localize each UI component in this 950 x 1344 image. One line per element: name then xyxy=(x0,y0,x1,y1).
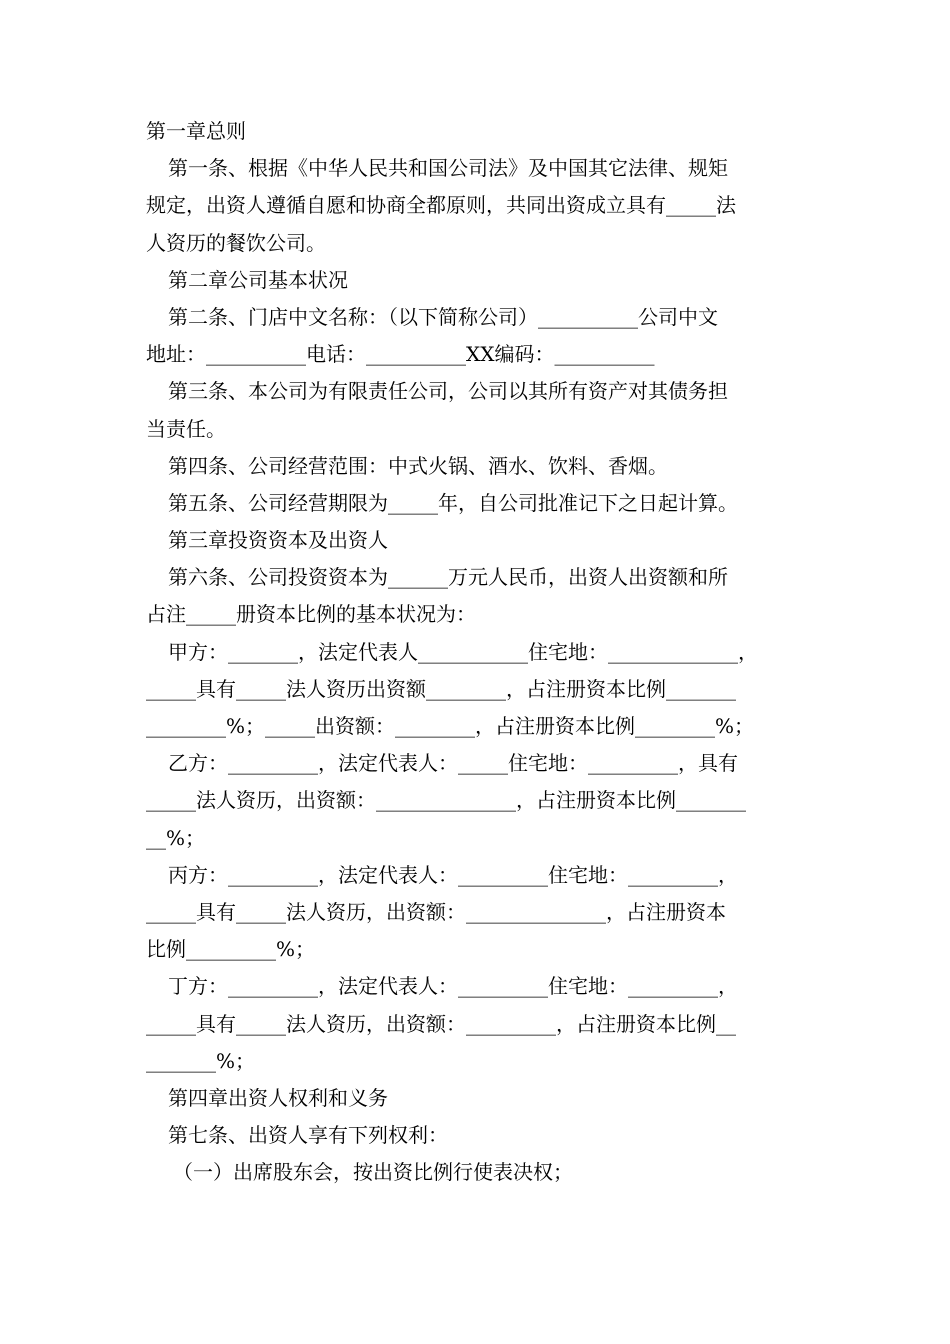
party-b-line-1: 乙方：_________，法定代表人：_____住宅地：_________，具有 xyxy=(168,751,738,776)
article-1-line-2: 规定，出资人遵循自愿和协商全都原则，共同出资成立具有_____法 xyxy=(146,193,736,218)
article-7-item-1: （一）出席股东会，按出资比例行使表决权； xyxy=(173,1160,573,1185)
party-c-line-3: 比例_________%； xyxy=(146,937,316,962)
article-6-line-2: 占注_____册资本比例的基本状况为： xyxy=(146,602,476,627)
party-a-line-1: 甲方：_______，法定代表人___________住宅地：_____________， xyxy=(168,639,758,664)
party-d-line-3: _______%； xyxy=(146,1048,256,1073)
party-b-line-2: _____法人资历，出资额：______________，占注册资本比例_______ xyxy=(146,788,746,813)
party-d-line-1: 丁方：_________，法定代表人：_________住宅地：_________， xyxy=(168,974,738,999)
party-b-line-3: __%； xyxy=(146,825,206,850)
party-d-line-2: _____具有_____法人资历，出资额：_________，占注册资本比例__ xyxy=(146,1011,736,1036)
article-2-line-1: 第二条、门店中文名称：（以下简称公司）__________公司中文 xyxy=(168,304,718,329)
chapter-3-heading: 第三章投资资本及出资人 xyxy=(168,528,388,553)
party-a-line-2: _____具有_____法人资历出资额________，占注册资本比例_______ xyxy=(146,676,736,701)
party-a-line-3: ________%；_____出资额：________，占注册资本比例________%； xyxy=(146,714,755,738)
article-2-line-2: 地址：__________电话：__________XX编码：__________ xyxy=(146,342,655,367)
chapter-1-heading: 第一章总则 xyxy=(146,119,246,143)
article-3-line-1: 第三条、本公司为有限责任公司，公司以其所有资产对其债务担 xyxy=(168,379,728,404)
chapter-4-heading: 第四章出资人权利和义务 xyxy=(168,1085,388,1110)
document-page xyxy=(146,113,812,1191)
chapter-2-heading: 第二章公司基本状况 xyxy=(168,267,348,292)
article-6-line-1: 第六条、公司投资资本为______万元人民币，出资人出资额和所 xyxy=(168,565,728,590)
article-1-line-3: 人资历的餐饮公司。 xyxy=(146,230,326,255)
article-3-line-2: 当责任。 xyxy=(146,416,226,441)
article-5: 第五条、公司经营期限为_____年，自公司批准记下之日起计算。 xyxy=(168,490,738,515)
article-7: 第七条、出资人享有下列权利： xyxy=(168,1123,448,1148)
party-c-line-2: _____具有_____法人资历，出资额：______________，占注册资本 xyxy=(146,899,726,924)
article-1-line-1: 第一条、根据《中华人民共和国公司法》及中国其它法律、规矩 xyxy=(168,156,728,181)
article-4: 第四条、公司经营范围：中式火锅、酒水、饮料、香烟。 xyxy=(168,453,668,478)
party-c-line-1: 丙方：_________，法定代表人：_________住宅地：_________， xyxy=(168,862,738,887)
